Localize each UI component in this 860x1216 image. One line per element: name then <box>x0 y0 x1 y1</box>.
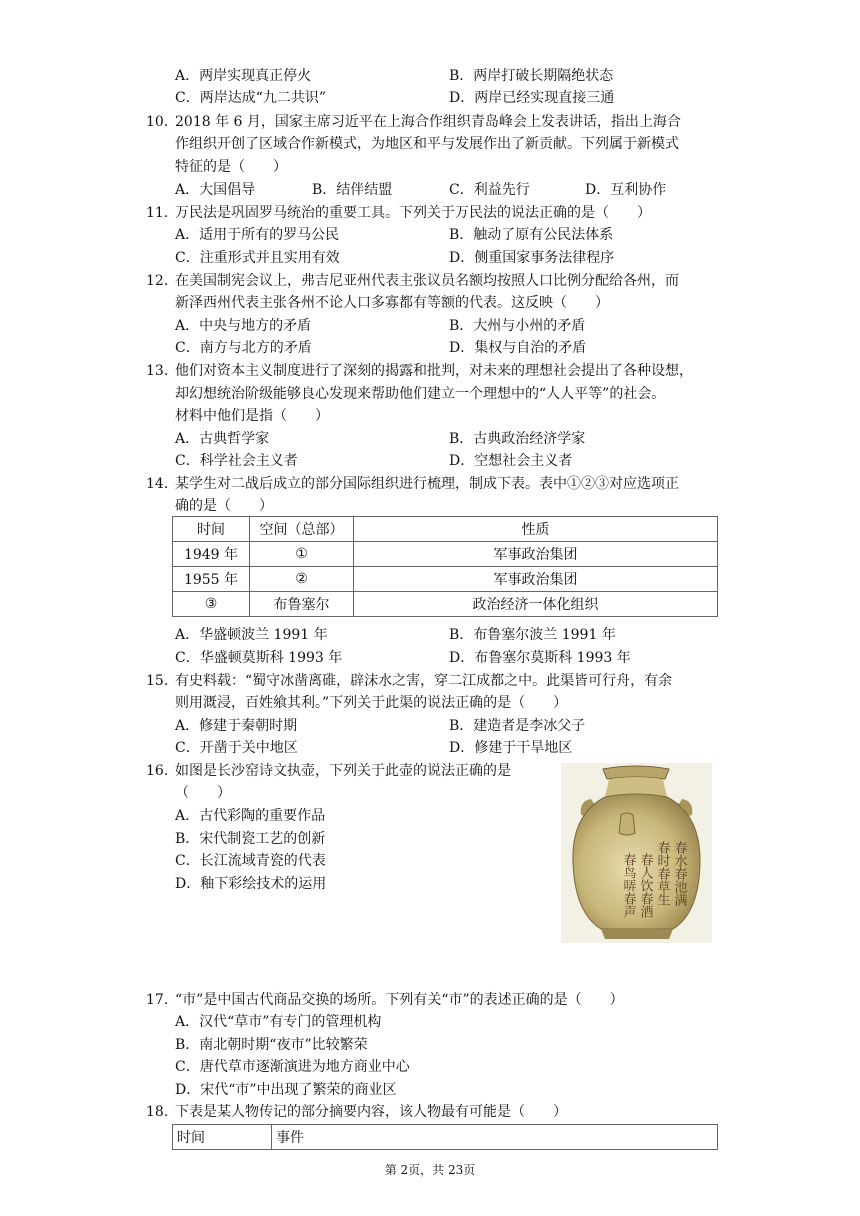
q14-option-b[interactable]: B．布鲁塞尔波兰 1991 年 <box>449 627 616 643</box>
q17-option-b[interactable]: B．南北朝时期“夜市”比较繁荣 <box>175 1037 368 1053</box>
q10-stem-2: 作组织开创了区域合作新模式，为地区和平与发展作出了新贡献。下列属于新模式 <box>175 136 679 152</box>
q12-option-c[interactable]: C．南方与北方的矛盾 <box>175 340 312 356</box>
table-cell: ① <box>250 542 354 567</box>
q18-number: 18. <box>146 1104 169 1120</box>
q13-stem-3: 材料中他们是指（ ） <box>175 408 329 424</box>
q13-option-a[interactable]: A．古典哲学家 <box>175 431 270 447</box>
table-header-cell: 性质 <box>354 517 718 542</box>
table-header-cell: 事件 <box>272 1125 718 1150</box>
q14-stem-2: 确的是（ ） <box>175 498 273 514</box>
q13-number: 13. <box>146 363 169 379</box>
table-header-cell: 时间 <box>173 1125 272 1150</box>
q11-option-d[interactable]: D．侧重国家事务法律程序 <box>449 250 615 266</box>
q15-stem-2: 则用溉浸，百姓飨其利。”下列关于此渠的说法正确的是（ ） <box>175 695 568 711</box>
q10-option-c[interactable]: C．利益先行 <box>449 182 530 198</box>
table-header-cell: 时间 <box>173 517 250 542</box>
table-row <box>173 567 718 592</box>
q13-stem-2: 却幻想统治阶级能够良心发现来帮助他们建立一个理想中的“人人平等”的社会。 <box>175 386 666 402</box>
q15-option-c[interactable]: C．开凿于关中地区 <box>175 740 298 756</box>
table-cell: 1955 年 <box>173 567 250 592</box>
table-row <box>173 542 718 567</box>
table-cell: 政治经济一体化组织 <box>354 592 718 617</box>
q14-number: 14. <box>146 476 169 492</box>
q14-table <box>172 516 718 617</box>
q10-stem-3: 特征的是（ ） <box>175 159 287 175</box>
q12-option-d[interactable]: D．集权与自治的矛盾 <box>449 340 587 356</box>
q17-option-a[interactable]: A．汉代“草市”有专门的管理机构 <box>175 1014 382 1030</box>
q10-stem-1: 2018 年 6 月，国家主席习近平在上海合作组织青岛峰会上发表讲话，指出上海合 <box>175 114 681 130</box>
page-footer: 第 2页，共 23页 <box>384 1163 476 1177</box>
table-cell: ② <box>250 567 354 592</box>
q15-stem-1: 有史料载：“蜀守冰凿离碓，辟沫水之害，穿二江成都之中。此渠皆可行舟，有余 <box>175 673 673 689</box>
q18-table <box>172 1124 718 1150</box>
q15-option-a[interactable]: A．修建于秦朝时期 <box>175 718 298 734</box>
q10-number: 10. <box>146 114 169 130</box>
q9-option-b[interactable]: B．两岸打破长期隔绝状态 <box>449 68 614 84</box>
q11-option-b[interactable]: B．触动了原有公民法体系 <box>449 227 614 243</box>
q16-number: 16. <box>146 763 169 779</box>
q12-option-a[interactable]: A．中央与地方的矛盾 <box>175 318 312 334</box>
q17-number: 17. <box>146 992 169 1008</box>
q12-stem-1: 在美国制宪会议上，弗吉尼亚州代表主张议员名额均按照人口比例分配给各州，而 <box>175 273 679 289</box>
q14-option-d[interactable]: D．布鲁塞尔莫斯科 1993 年 <box>449 650 631 666</box>
q15-number: 15. <box>146 673 169 689</box>
q12-stem-2: 新泽西州代表主张各州不论人口多寡都有等额的代表。这反映（ ） <box>175 295 609 311</box>
ewer-poem-col-2: 春时春草生 <box>654 841 670 906</box>
q11-number: 11. <box>146 205 169 221</box>
table-cell: 1949 年 <box>173 542 250 567</box>
q11-option-a[interactable]: A．适用于所有的罗马公民 <box>175 227 340 243</box>
q11-option-c[interactable]: C．注重形式并且实用有效 <box>175 250 340 266</box>
q13-option-d[interactable]: D．空想社会主义者 <box>449 453 573 469</box>
table-header-row <box>173 1125 718 1150</box>
changsha-kiln-ewer-image <box>561 763 712 943</box>
q16-option-a[interactable]: A．古代彩陶的重要作品 <box>175 808 326 824</box>
q11-stem-1: 万民法是巩固罗马统治的重要工具。下列关于万民法的说法正确的是（ ） <box>175 205 651 221</box>
ewer-illustration <box>561 763 712 943</box>
q14-stem-1: 某学生对二战后成立的部分国际组织进行梳理，制成下表。表中①②③对应选项正 <box>175 476 679 492</box>
table-row <box>173 592 718 617</box>
q16-stem-2: （ ） <box>175 785 231 801</box>
q17-option-c[interactable]: C．唐代草市逐渐演进为地方商业中心 <box>175 1059 410 1075</box>
q17-stem-1: “市”是中国古代商品交换的场所。下列有关“市”的表述正确的是（ ） <box>175 992 624 1008</box>
q10-option-b[interactable]: B．结伴结盟 <box>312 182 393 198</box>
table-cell: 军事政治集团 <box>354 542 718 567</box>
q10-option-d[interactable]: D．互利协作 <box>585 182 667 198</box>
q16-option-b[interactable]: B．宋代制瓷工艺的创新 <box>175 831 326 847</box>
q14-option-c[interactable]: C．华盛顿莫斯科 1993 年 <box>175 650 343 666</box>
q17-option-d[interactable]: D．宋代“市”中出现了繁荣的商业区 <box>175 1082 397 1098</box>
table-cell: ③ <box>173 592 250 617</box>
q14-option-a[interactable]: A．华盛顿波兰 1991 年 <box>175 627 328 643</box>
q15-option-d[interactable]: D．修建于干旱地区 <box>449 740 573 756</box>
ewer-poem-col-4: 春鸟哢春声 <box>620 853 636 918</box>
ewer-poem-col-1: 春水春池满 <box>671 841 687 906</box>
table-header-cell: 空间（总部） <box>250 517 354 542</box>
q9-option-d[interactable]: D．两岸已经实现直接三通 <box>449 90 615 106</box>
q13-option-c[interactable]: C．科学社会主义者 <box>175 453 298 469</box>
q9-option-c[interactable]: C．两岸达成“九二共识” <box>175 90 327 106</box>
q15-option-b[interactable]: B．建造者是李冰父子 <box>449 718 586 734</box>
table-cell: 布鲁塞尔 <box>250 592 354 617</box>
q16-option-c[interactable]: C．长江流域青瓷的代表 <box>175 853 326 869</box>
ewer-poem-col-3: 春人饮春酒 <box>637 853 653 918</box>
q12-option-b[interactable]: B．大州与小州的矛盾 <box>449 318 586 334</box>
q16-stem-1: 如图是长沙窑诗文执壶，下列关于此壶的说法正确的是 <box>175 763 511 779</box>
q13-stem-1: 他们对资本主义制度进行了深刻的揭露和批判，对未来的理想社会提出了各种设想， <box>175 363 693 379</box>
table-cell: 军事政治集团 <box>354 567 718 592</box>
q16-option-d[interactable]: D．釉下彩绘技术的运用 <box>175 876 327 892</box>
q10-option-a[interactable]: A．大国倡导 <box>175 182 256 198</box>
table-header-row <box>173 517 718 542</box>
q12-number: 12. <box>146 273 169 289</box>
q13-option-b[interactable]: B．古典政治经济学家 <box>449 431 586 447</box>
q9-option-a[interactable]: A．两岸实现真正停火 <box>175 68 312 84</box>
q18-stem-1: 下表是某人物传记的部分摘要内容，该人物最有可能是（ ） <box>175 1104 567 1120</box>
